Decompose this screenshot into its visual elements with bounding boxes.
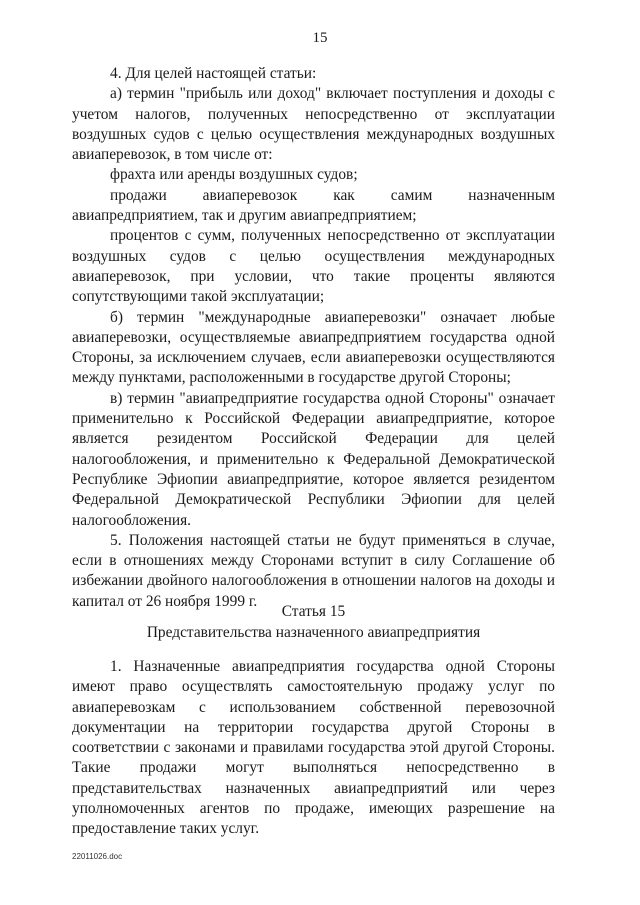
article-title: Представительства назначенного авиапредприятия: [146, 623, 481, 641]
paragraph: 1. Назначенные авиапредприятия государства одной Стороны имеют право осуществлять самостоятельную продажу услуг по авиаперевозкам с использованием собственной перевозочной документации на территории государства другой Стороны в соответствии с законами и правилами государства этой другой Стороны. Такие продажи могут выполняться непосредственно в представительствах назначенных авиапредприятий или через уполномоченных агентов по продаже, имеющих разрешение на предоставление таких услуг.: [72, 658, 555, 838]
article-number: Статья 15: [281, 603, 346, 620]
document-id: 22011026.doc: [72, 852, 123, 861]
article-14-continuation: [72, 64, 555, 612]
paragraph: в) термин "авиапредприятие государства одной Стороны" означает применительно к Российской Федерации авиапредприятие, которое является резидентом Российской Федерации для целей налогообложения, и применительно к Федеральной Демократической Республике Эфиопии авиапредприятие, которое является резидентом Федеральной Демократической Республики Эфиопии для целей налогообложения.: [72, 389, 555, 529]
paragraph: а) термин "прибыль или доход" включает поступления и доходы с учетом налогов, полученных непосредственно от эксплуатации воздушных судов с целью осуществления международных воздушных авиаперевозок, в том числе от:: [72, 85, 555, 164]
paragraph: процентов с сумм, полученных непосредственно от эксплуатации воздушных судов с целью осуществления международных авиаперевозок, при условии, что такие проценты являются сопутствующими такой эксплуатации;: [72, 227, 555, 306]
article-heading: [72, 602, 555, 643]
paragraph: 4. Для целей настоящей статьи:: [110, 65, 317, 82]
paragraph: фрахта или аренды воздушных судов;: [110, 166, 358, 184]
article-15-body: [72, 657, 555, 840]
paragraph: б) термин "международные авиаперевозки" означает любые авиаперевозки, осуществляемые авиапредприятием государства одной Стороны, за исключением случаев, если авиаперевозки осуществляются между пунктами, расположенными в государстве другой Стороны;: [72, 308, 555, 387]
page-number: 15: [312, 30, 328, 46]
paragraph: продажи авиаперевозок как самим назначенным авиапредприятием, так и другим авиапредприятием;: [72, 186, 555, 225]
paragraph: 5. Положения настоящей статьи не будут применяться в случае, если в отношениях между Сторонами вступит в силу Соглашение об избежании двойного налогообложения в отношении налогов на доходы и капитал от 26 ноября 1999 г.: [72, 531, 555, 610]
